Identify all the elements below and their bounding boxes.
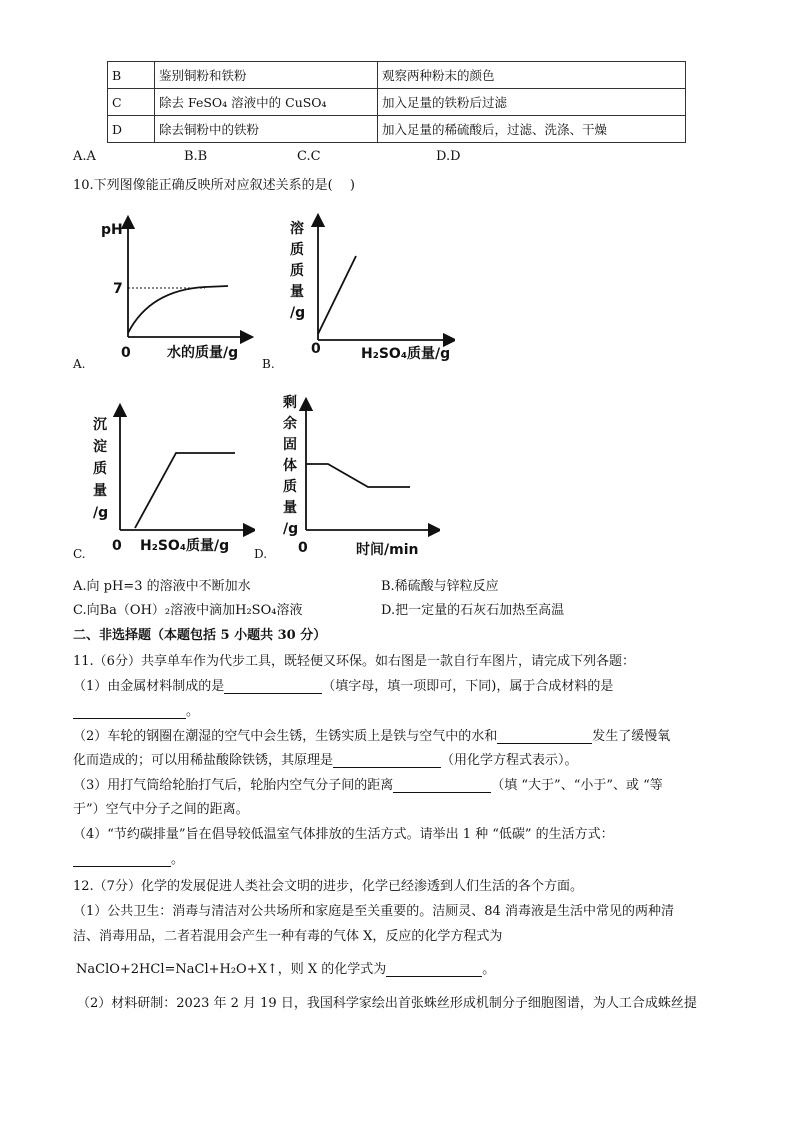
experiment-table — [107, 61, 686, 143]
q11-part3-text: （3）用打气筒给轮胎打气后，轮胎内空气分子间的距离 — [73, 778, 394, 793]
y-axis-label-4: 量 — [93, 483, 107, 499]
answer-blank[interactable] — [393, 778, 491, 793]
origin-label: 0 — [112, 538, 122, 554]
q11-part2-text: 发生了缓慢氧 — [592, 729, 671, 744]
x-axis-label: H₂SO₄质量/g — [140, 538, 230, 554]
data-curve — [128, 286, 228, 333]
row-letter: C — [108, 89, 155, 116]
y-axis-label-2: 淀 — [93, 439, 107, 455]
q12-part1: （1）公共卫生：消毒与清洁对公共场所和家庭是至关重要的。洁厕灵、84 消毒液是生活中常见的两种清 — [73, 904, 674, 919]
q11-part2-text: 化而造成的；可以用稀盐酸除铁锈，其原理是 — [73, 753, 334, 768]
q12-part2: （2）材料研制：2023 年 2 月 19 日，我国科学家绘出首张蛛丝形成机制分子细胞图谱，为人工合成蛛丝提 — [77, 996, 697, 1011]
origin-label: 0 — [121, 345, 131, 361]
row-method: 观察两种粉末的颜色 — [378, 62, 686, 89]
table-row — [108, 89, 686, 116]
q11-part2-cont — [73, 749, 578, 768]
q11-part4-cont — [73, 848, 184, 867]
q10-option-c[interactable]: C.向Ba（OH）₂溶液中滴加H₂SO₄溶液 — [73, 603, 303, 618]
graph-d — [280, 390, 440, 560]
q11-intro: 11.（6分）共享单车作为代步工具，既轻便又环保。如右图是一款自行车图片，请完成下列各题： — [73, 654, 635, 669]
q9-option-c[interactable]: C.C — [297, 149, 321, 164]
origin-label: 0 — [298, 540, 308, 556]
table-row — [108, 116, 686, 143]
y-axis-label-5: /g — [290, 305, 306, 321]
q11-part3-cont: 于”）空气中分子之间的距离。 — [73, 802, 249, 817]
q11-part2 — [73, 725, 670, 744]
y-axis-label-5: /g — [93, 505, 109, 521]
y-axis-label-4: 体 — [283, 458, 297, 474]
q11-part1-text: （填字母，填一项即可，下同)，属于合成材料的是 — [322, 679, 614, 694]
q11-part3 — [73, 774, 663, 793]
y-axis-label-7: /g — [283, 521, 299, 537]
q11-part1-text: （1）由金属材料制成的是 — [73, 679, 225, 694]
answer-blank[interactable] — [73, 852, 171, 867]
q9-option-a[interactable]: A.A — [73, 149, 96, 164]
x-axis-label: 水的质量/g — [167, 345, 239, 361]
q10-option-b[interactable]: B.稀硫酸与锌粒反应 — [381, 579, 499, 594]
q12-equation: NaClO+2HCl=NaCl+H₂O+X↑，则 X 的化学式为 — [76, 962, 387, 977]
answer-blank[interactable] — [224, 679, 322, 694]
answer-blank[interactable] — [333, 753, 441, 768]
x-axis-label: 时间/min — [356, 542, 419, 558]
q10-option-d[interactable]: D.把一定量的石灰石加热至高温 — [381, 603, 565, 618]
y-axis-label-3: 固 — [283, 437, 297, 453]
y-axis-label-1: 沉 — [93, 417, 107, 433]
q10-option-a[interactable]: A.向 pH=3 的溶液中不断加水 — [73, 579, 251, 594]
q11-part1-cont — [73, 700, 199, 719]
data-line — [135, 453, 235, 528]
graph-c-caption: C. — [73, 547, 86, 561]
y-axis-label-1: 溶 — [290, 221, 304, 237]
q11-part4: （4）“节约碳排量”旨在倡导较低温室气体排放的生活方式。请举出 1 种 “低碳” 的生活方式： — [73, 827, 614, 842]
q11-part1 — [73, 675, 613, 694]
q9-option-d[interactable]: D.D — [436, 149, 461, 164]
row-task: 除去 FeSO₄ 溶液中的 CuSO₄ — [155, 89, 378, 116]
y-axis-label-2: 质 — [290, 242, 304, 258]
row-task: 鉴别铜粉和铁粉 — [155, 62, 378, 89]
graph-b-caption: B. — [262, 357, 275, 371]
q11-part3-text: （填 “大于”、“小于”、或 “等 — [491, 778, 663, 793]
row-letter: D — [108, 116, 155, 143]
graph-d-caption: D. — [254, 547, 268, 561]
y-axis-label-4: 量 — [290, 284, 304, 300]
graph-a — [95, 212, 255, 367]
y-axis-label-1: 剩 — [283, 395, 297, 411]
data-line — [306, 464, 410, 487]
q10-stem: 10.下列图像能正确反映所对应叙述关系的是( ) — [73, 178, 355, 193]
q12-equation-end: 。 — [482, 962, 496, 977]
q11-part4-end: 。 — [171, 852, 185, 867]
q9-option-b[interactable]: B.B — [184, 149, 208, 164]
q11-part2-text: （2）车轮的钢圈在潮湿的空气中会生锈，生锈实质上是铁与空气中的水和 — [73, 729, 498, 744]
x-axis-label: H₂SO₄质量/g — [361, 346, 451, 362]
q11-part1-end: 。 — [186, 704, 200, 719]
answer-blank[interactable] — [497, 729, 592, 744]
graph-c — [90, 402, 255, 557]
q12-part1-cont: 洁、消毒用品，二者若混用会产生一种有毒的气体 X，反应的化学方程式为 — [73, 929, 503, 944]
origin-label: 0 — [311, 341, 321, 357]
y-axis-label-5: 质 — [283, 479, 297, 495]
y-axis-label-2: 余 — [283, 416, 297, 432]
y-axis-label-6: 量 — [283, 500, 297, 516]
table-row — [108, 62, 686, 89]
section-title: 二、非选择题（本题包括 5 小题共 30 分） — [73, 628, 327, 643]
row-letter: B — [108, 62, 155, 89]
y-axis-label-3: 质 — [290, 263, 304, 279]
graph-b — [285, 210, 455, 368]
q12-intro: 12.（7分）化学的发展促进人类社会文明的进步，化学已经渗透到人们生活的各个方面。 — [73, 879, 583, 894]
answer-blank[interactable] — [73, 704, 186, 719]
answer-blank[interactable] — [386, 962, 482, 977]
y-tick-7: 7 — [113, 281, 123, 297]
graph-a-caption: A. — [73, 357, 86, 371]
y-axis-label-3: 质 — [93, 461, 107, 477]
row-method: 加入足量的稀硫酸后，过滤、洗涤、干燥 — [378, 116, 686, 143]
q12-equation-line — [76, 958, 495, 977]
data-line — [318, 256, 356, 334]
q11-part2-text: （用化学方程式表示）。 — [441, 753, 578, 768]
row-method: 加入足量的铁粉后过滤 — [378, 89, 686, 116]
y-axis-label: pH — [101, 222, 123, 238]
row-task: 除去铜粉中的铁粉 — [155, 116, 378, 143]
